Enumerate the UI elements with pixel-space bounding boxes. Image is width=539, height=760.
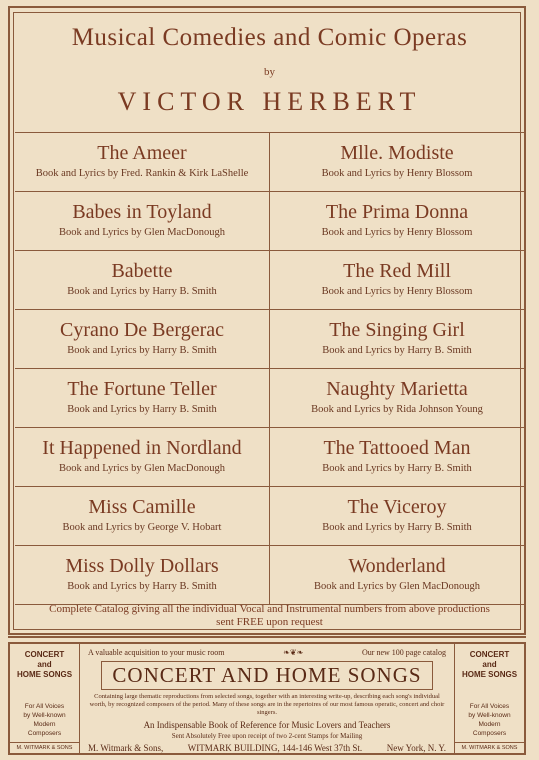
- show-credit: Book and Lyrics by George V. Hobart: [62, 522, 222, 533]
- show-credit: Book and Lyrics by Glen MacDonough: [314, 581, 480, 592]
- advertisement: [8, 642, 526, 755]
- show-title: Babes in Toyland: [72, 201, 212, 223]
- shows-row: [15, 428, 524, 487]
- page-title: Musical Comedies and Comic Operas: [71, 24, 468, 51]
- show-cell: [269, 310, 524, 368]
- ad-left-title-line: and: [37, 660, 52, 669]
- show-cell: [269, 369, 524, 427]
- show-cell: [15, 310, 269, 368]
- catalog-line-2: sent FREE upon request: [216, 616, 323, 628]
- show-title: The Red Mill: [343, 260, 451, 282]
- show-title: It Happened in Nordland: [42, 437, 242, 459]
- show-credit: Book and Lyrics by Harry B. Smith: [322, 522, 472, 533]
- show-cell: [15, 192, 269, 250]
- shows-row: [15, 251, 524, 310]
- show-title: The Singing Girl: [329, 319, 465, 341]
- show-credit: Book and Lyrics by Harry B. Smith: [67, 286, 217, 297]
- ad-left-title-line: HOME SONGS: [16, 670, 73, 679]
- ad-tag-right: Our new 100 page catalog: [362, 648, 446, 657]
- show-credit: Book and Lyrics by Henry Blossom: [321, 286, 473, 297]
- show-credit: Book and Lyrics by Harry B. Smith: [67, 581, 217, 592]
- ad-left-title-line: CONCERT: [24, 650, 65, 659]
- composer-name: VICTOR HERBERT: [117, 87, 422, 116]
- ad-left-sub-line: For All Voices: [24, 703, 65, 710]
- show-title: The Viceroy: [347, 496, 447, 518]
- by-line: by: [264, 66, 275, 78]
- ad-address: WITMARK BUILDING, 144-146 West 37th St.: [187, 743, 363, 753]
- ad-center: [82, 644, 452, 753]
- show-cell: [15, 133, 269, 191]
- ad-left-foot: M. WITMARK & SONS: [10, 742, 79, 753]
- show-title: The Prima Donna: [325, 201, 469, 223]
- show-credit: Book and Lyrics by Harry B. Smith: [322, 345, 472, 356]
- shows-row: [15, 487, 524, 546]
- show-cell: [269, 487, 524, 545]
- show-title: Babette: [111, 260, 173, 282]
- ad-right-title-line: CONCERT: [469, 650, 510, 659]
- show-cell: [15, 546, 269, 604]
- show-title: Cyrano De Bergerac: [59, 319, 224, 341]
- show-credit: Book and Lyrics by Henry Blossom: [321, 227, 473, 238]
- show-title: The Tattooed Man: [323, 437, 471, 459]
- catalog-line-1: Complete Catalog giving all the individual Vocal and Instrumental numbers from above productions: [49, 603, 490, 615]
- show-credit: Book and Lyrics by Harry B. Smith: [67, 404, 217, 415]
- show-cell: [269, 192, 524, 250]
- ornament-icon: ❧❦❧: [283, 648, 304, 657]
- show-credit: Book and Lyrics by Rida Johnson Young: [311, 404, 483, 415]
- show-cell: [269, 546, 524, 604]
- show-title: The Fortune Teller: [67, 378, 217, 400]
- show-cell: [15, 251, 269, 309]
- show-title: Naughty Marietta: [326, 378, 468, 400]
- show-title: The Ameer: [97, 142, 187, 164]
- shows-row: [15, 546, 524, 605]
- ad-left-sub: [10, 702, 79, 738]
- show-credit: Book and Lyrics by Glen MacDonough: [59, 463, 225, 474]
- show-cell: [269, 133, 524, 191]
- ad-publisher-line: [82, 743, 452, 753]
- show-title: Miss Camille: [88, 496, 196, 518]
- ad-right-title: [455, 650, 524, 680]
- ad-right-sub-line: Composers: [472, 730, 507, 737]
- ad-left-sub-line: Composers: [27, 730, 62, 737]
- ad-tag-left: A valuable acquisition to your music room: [88, 648, 225, 657]
- shows-row: [15, 310, 524, 369]
- show-title: Miss Dolly Dollars: [65, 555, 219, 577]
- ad-right-title-line: HOME SONGS: [461, 670, 518, 679]
- ad-box-title: CONCERT AND HOME SONGS: [101, 661, 433, 690]
- show-credit: Book and Lyrics by Glen MacDonough: [59, 227, 225, 238]
- ad-sent: Sent Absolutely Free upon receipt of two 2-cent Stamps for Mailing: [171, 732, 363, 740]
- ad-right-panel: [454, 644, 524, 753]
- ad-publisher: M. Witmark & Sons,: [88, 743, 164, 753]
- show-credit: Book and Lyrics by Fred. Rankin & Kirk LaShelle: [35, 168, 249, 179]
- ad-right-title-line: and: [482, 660, 497, 669]
- show-cell: [269, 428, 524, 486]
- show-title: Mlle. Modiste: [340, 142, 454, 164]
- ad-right-sub: [455, 702, 524, 738]
- show-cell: [269, 251, 524, 309]
- shows-row: [15, 133, 524, 192]
- show-credit: Book and Lyrics by Harry B. Smith: [67, 345, 217, 356]
- ad-description: Containing large thematic reproductions from selected songs, together with an interesting write-up, describing each song's individual worth, by recognized composers of the period. Many of these songs are in the repertoires of our most famous operatic, concert and choir singers.: [89, 693, 445, 716]
- show-cell: [15, 369, 269, 427]
- ad-left-title: [10, 650, 79, 680]
- show-credit: Book and Lyrics by Harry B. Smith: [322, 463, 472, 474]
- show-cell: [15, 428, 269, 486]
- ad-right-sub-line: For All Voices: [469, 703, 510, 710]
- ad-indispensable: An Indispensable Book of Reference for Music Lovers and Teachers: [143, 720, 391, 730]
- show-credit: Book and Lyrics by Henry Blossom: [321, 168, 473, 179]
- ad-left-panel: [10, 644, 80, 753]
- ad-right-foot: M. WITMARK & SONS: [455, 742, 524, 753]
- shows-row: [15, 192, 524, 251]
- show-title: Wonderland: [348, 555, 446, 577]
- catalog-note: [15, 603, 524, 629]
- ad-right-sub-line: by Well-known: [468, 712, 511, 719]
- ad-city: New York, N. Y.: [386, 743, 446, 753]
- ad-right-sub-line: Modern: [478, 721, 501, 728]
- ad-left-sub-line: by Well-known: [23, 712, 66, 719]
- shows-grid: [15, 132, 524, 605]
- ad-tagline: [82, 648, 452, 657]
- show-cell: [15, 487, 269, 545]
- shows-row: [15, 369, 524, 428]
- ad-left-sub-line: Modern: [33, 721, 56, 728]
